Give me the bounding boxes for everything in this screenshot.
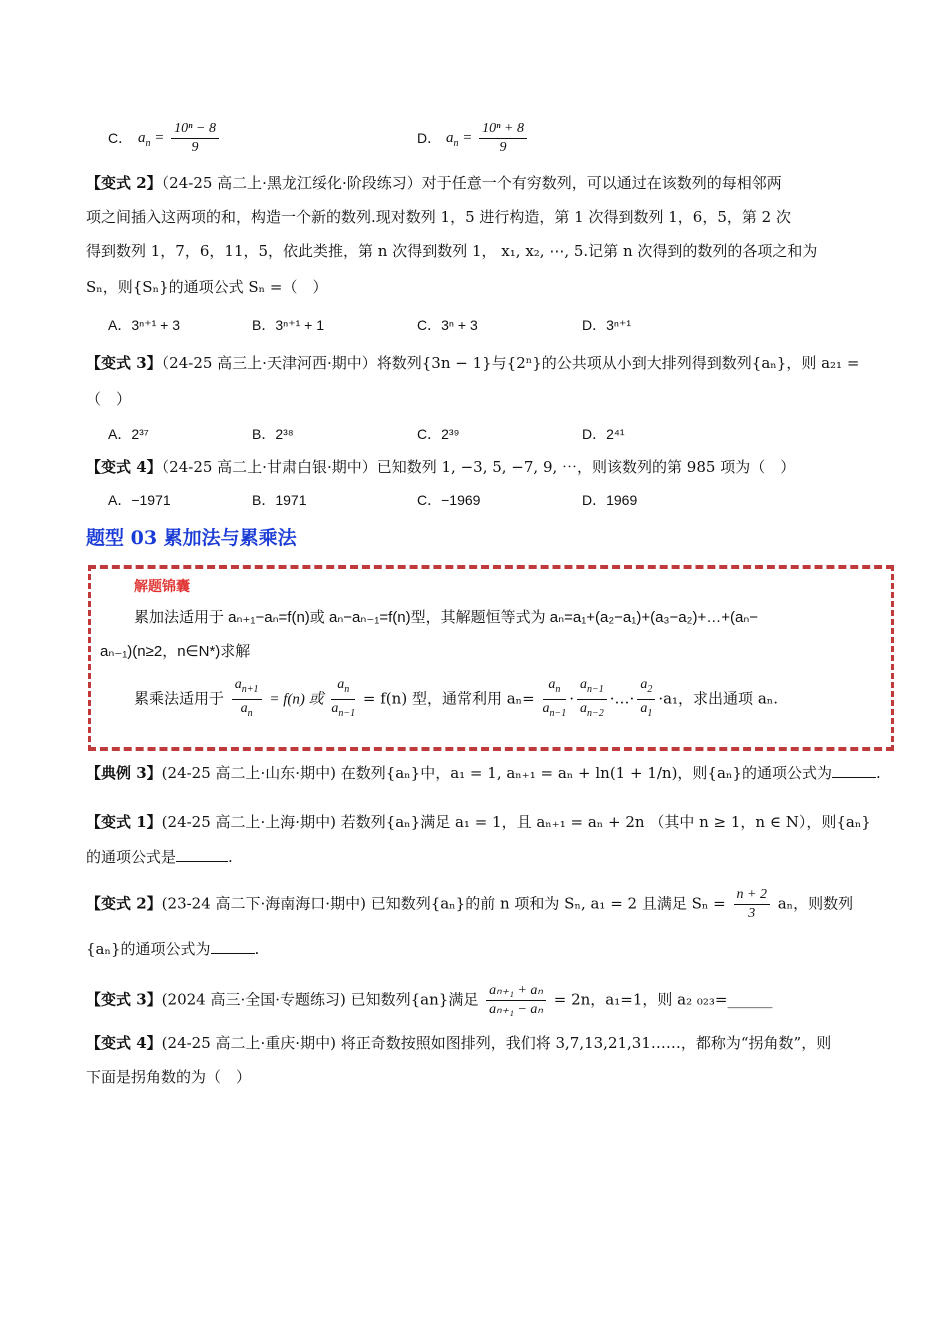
variant-2-line2: 项之间插入这两项的和，构造一个新的数列.现对数列 1，5 进行构造，第 1 次得到数列 1，6，5，第 2 次 bbox=[86, 208, 791, 226]
b2-question bbox=[86, 886, 853, 923]
b1-question bbox=[86, 811, 871, 832]
option-c-label: C． bbox=[108, 130, 133, 146]
method-tips-line3-b: = f(n) 或 bbox=[269, 691, 324, 708]
b1-line1: (24-25 高二上·上海·期中) 若数列{aₙ}满足 a₁ = 1，且 aₙ₊₁ = aₙ + 2n （其中 n ≥ 1，n ∈ N），则{aₙ} bbox=[161, 813, 871, 831]
example-3-answer-blank bbox=[832, 763, 876, 778]
b2-answer-blank bbox=[211, 939, 255, 954]
b1-answer-blank bbox=[176, 847, 228, 862]
variant-4-option-a: A．−1971 bbox=[108, 492, 171, 508]
example-3-question bbox=[86, 762, 881, 783]
section-title: 题型 03 累加法与累乘法 bbox=[86, 527, 297, 549]
example-3-tail: . bbox=[875, 764, 881, 782]
option-d-label: D． bbox=[417, 130, 442, 146]
option-c-numerator: 10ⁿ − 8 bbox=[171, 120, 219, 139]
variant-2-line1: 对于任意一个有穷数列，可以通过在该数列的每相邻两 bbox=[421, 174, 782, 192]
b3-frac-num: aₙ₊₁ + aₙ bbox=[486, 982, 546, 1001]
variant-2-question bbox=[86, 172, 782, 193]
variant-3-question bbox=[86, 352, 859, 373]
b3-line1b: = 2n，a₁=1，则 a₂ ₀₂₃=______ bbox=[553, 990, 773, 1009]
method-tips-line3-e: ·a₁，求出通项 aₙ. bbox=[658, 689, 779, 708]
method-tips-line3-d: ·…· bbox=[609, 689, 635, 708]
b3-frac-den: aₙ₊₁ − aₙ bbox=[489, 1002, 543, 1017]
variant-3-option-a: A．2³⁷ bbox=[108, 426, 149, 442]
method-tips-line2: aₙ₋₁)(n≥2，n∈N*)求解 bbox=[100, 643, 251, 660]
example-3-text: (24-25 高二上·山东·期中) 在数列{aₙ}中，a₁ = 1, aₙ₊₁ = aₙ + ln(1 + 1/n)，则{aₙ}的通项公式为 bbox=[161, 764, 832, 782]
b3-tag: 【变式 3】 bbox=[86, 990, 162, 1009]
variant-3-line1: 将数列{3n − 1}与{2ⁿ}的公共项从小到大排列得到数列{aₙ}，则 a₂₁ = bbox=[376, 354, 860, 372]
variant-4-source: （24-25 高二上·甘肃白银·期中） bbox=[161, 458, 377, 476]
b4-question bbox=[86, 1032, 831, 1053]
variant-2-option-a: A．3ⁿ⁺¹ + 3 bbox=[108, 317, 181, 333]
method-tips-title: 解题锦囊 bbox=[134, 578, 190, 594]
variant-2-option-d: D．3ⁿ⁺¹ bbox=[582, 317, 632, 333]
option-c-denominator: 9 bbox=[191, 140, 199, 155]
b2-line1b: aₙ，则数列 bbox=[777, 894, 854, 913]
b1-tag: 【变式 1】 bbox=[86, 813, 162, 831]
b2-tag: 【变式 2】 bbox=[86, 894, 162, 913]
b4-line2: 下面是拐角数的为（ ） bbox=[86, 1068, 252, 1086]
b3-line1: (2024 高三·全国·专题练习) 已知数列{an}满足 bbox=[161, 990, 479, 1009]
b2-frac-den: 3 bbox=[748, 906, 756, 921]
variant-4-line1: 已知数列 1, −3, 5, −7, 9, ⋯，则该数列的第 985 项为（ ） bbox=[376, 458, 796, 476]
variant-2-source: （24-25 高二上·黑龙江绥化·阶段练习） bbox=[161, 174, 422, 192]
b2-line2: {aₙ}的通项公式为 bbox=[86, 940, 211, 958]
b4-tag: 【变式 4】 bbox=[86, 1034, 162, 1052]
option-d-formula: $a_n$ = $\frac{\text{10ⁿ + 8}}{9}$ bbox=[446, 120, 530, 157]
b3-question bbox=[86, 982, 772, 1019]
example-3-tag: 【典例 3】 bbox=[86, 764, 162, 782]
variant-3-source: （24-25 高三上·天津河西·期中） bbox=[161, 354, 377, 372]
b2-line2-wrap bbox=[86, 938, 259, 959]
b1-line2-wrap bbox=[86, 846, 233, 867]
variant-4-option-c: C．−1969 bbox=[417, 492, 481, 508]
variant-3-line2: （ ） bbox=[86, 390, 132, 408]
variant-4-option-b: B．1971 bbox=[252, 492, 307, 508]
b2-frac-num: n + 2 bbox=[734, 886, 770, 905]
b1-tail: . bbox=[228, 848, 233, 866]
method-tips-line1: 累加法适用于 aₙ₊₁−aₙ=f(n)或 aₙ−aₙ₋₁=f(n)型，其解题恒等式为 aₙ=a₁+(a₂−a₁)+(a₃−a₂)+…+(aₙ− bbox=[134, 609, 759, 626]
method-tips-line3: 累乘法适用于 $\frac{a_{n+1}}{a_n}$ = f(n) 或 $\frac{a_n}{a_{n-1}}$ = f(n) 型，通常利用 aₙ= $\frac{a_n}{a_{n-1}}$ · $\frac{a_{n-1}}{a_{n-2}}$ ·…· $\frac{a_2}{a_1}$ ·a₁，求出通项 aₙ. bbox=[134, 677, 779, 719]
method-tips-line3-a: 累乘法适用于 bbox=[134, 689, 225, 708]
variant-3-tag: 【变式 3】 bbox=[86, 354, 162, 372]
variant-2-option-b: B．3ⁿ⁺¹ + 1 bbox=[252, 317, 325, 333]
variant-4-tag: 【变式 4】 bbox=[86, 458, 162, 476]
option-c-formula: $a_n$ = $\frac{\text{10ⁿ − 8}}{9}$ bbox=[138, 120, 222, 157]
b1-line2: 的通项公式是 bbox=[86, 848, 177, 866]
variant-3-option-d: D．2⁴¹ bbox=[582, 426, 625, 442]
option-d-numerator: 10ⁿ + 8 bbox=[479, 120, 527, 139]
variant-2-line3: 得到数列 1，7，6，11，5，依此类推，第 n 次得到数列 1， x₁, x₂, ⋯, 5.记第 n 次得到的数列的各项之和为 bbox=[86, 242, 818, 260]
variant-2-line4: Sₙ，则{Sₙ}的通项公式 Sₙ =（ ） bbox=[86, 278, 328, 296]
variant-2-option-c: C．3ⁿ + 3 bbox=[417, 317, 478, 333]
b2-line1: (23-24 高二下·海南海口·期中) 已知数列{aₙ}的前 n 项和为 Sₙ, a₁ = 2 且满足 Sₙ = bbox=[161, 894, 731, 913]
option-d-denominator: 9 bbox=[499, 140, 507, 155]
b2-tail: . bbox=[254, 940, 260, 958]
variant-2-tag: 【变式 2】 bbox=[86, 174, 162, 192]
variant-4-option-d: D．1969 bbox=[582, 492, 638, 508]
method-tips-line3-c: = f(n) 型，通常利用 aₙ= bbox=[362, 689, 535, 708]
b4-line1: (24-25 高二上·重庆·期中) 将正奇数按照如图排列，我们将 3,7,13,21,31……，都称为“拐角数”，则 bbox=[161, 1034, 832, 1052]
variant-3-option-b: B．2³⁸ bbox=[252, 426, 294, 442]
variant-4-question bbox=[86, 456, 795, 477]
variant-3-option-c: C．2³⁹ bbox=[417, 426, 460, 442]
